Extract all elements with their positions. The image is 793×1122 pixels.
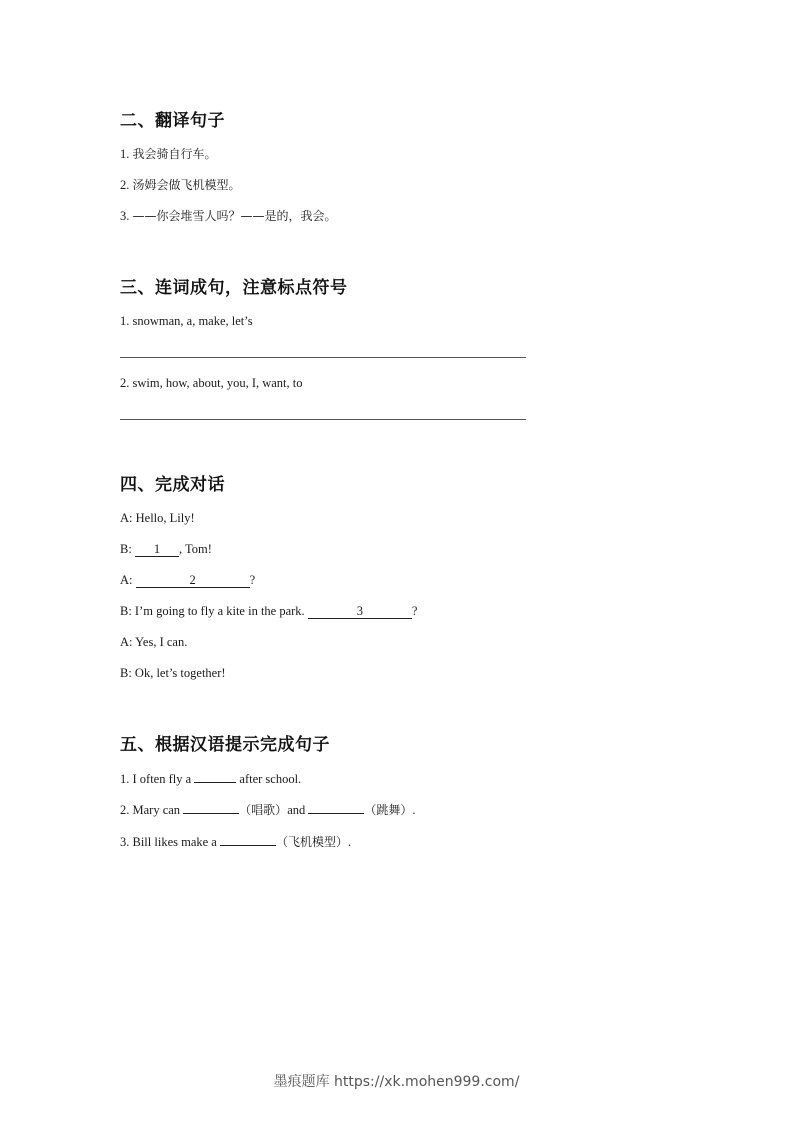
blank-dance[interactable] [308,800,364,814]
line-suffix: , Tom! [178,542,212,556]
section-2-item-3 [120,208,337,224]
dialogue-line-2 [120,541,212,557]
item-suffix: . [412,803,416,817]
item-suffix: after school. [236,772,302,786]
item-number: 2. [120,178,130,192]
section-2-title: 二、翻译句子 [120,111,225,131]
dialogue-line-1: A: Hello, Lily! [120,511,195,525]
hint-dance: （跳舞） [364,803,413,817]
blank-1[interactable]: 1 [135,542,179,557]
blank-3[interactable]: 3 [308,604,412,619]
section-3-item-2: 2. swim, how, about, you, I, want, to [120,376,303,390]
item-text: 汤姆会做飞机模型。 [132,178,241,192]
item-suffix: . [348,835,352,849]
item-mid: and [287,803,309,817]
item-text: ——你会堆雪人吗？——是的，我会。 [132,209,337,223]
answer-line-2[interactable] [120,419,526,420]
dialogue-line-4 [120,603,417,619]
line-suffix: ? [249,573,256,587]
section-2-item-1 [120,146,217,162]
section-5-item-3 [120,832,351,850]
blank-sing[interactable] [183,800,239,814]
section-4-title: 四、完成对话 [120,475,225,495]
speaker-label: A: [120,573,136,587]
hint-model: （飞机模型） [275,835,348,849]
section-3-item-1: 1. snowman, a, make, let’s [120,314,253,328]
item-prefix: 1. I often fly a [120,772,195,786]
line-prefix: B: I’m going to fly a kite in the park. [120,604,308,618]
blank-model[interactable] [220,832,276,846]
dialogue-line-3 [120,572,255,588]
item-prefix: 3. Bill likes make a [120,835,220,849]
blank-fly[interactable] [194,769,236,783]
section-5-title: 五、根据汉语提示完成句子 [120,735,330,755]
dialogue-line-5: A: Yes, I can. [120,635,188,649]
section-5-item-2 [120,800,416,818]
dialogue-line-6: B: Ok, let’s together! [120,666,226,680]
item-prefix: 2. Mary can [120,803,184,817]
item-number: 3. [120,209,130,223]
item-number: 1. [120,147,130,161]
speaker-label: B: [120,542,135,556]
blank-2[interactable]: 2 [136,573,250,588]
section-3-title: 三、连词成句，注意标点符号 [120,278,348,298]
footer-watermark: 墨痕题库 https://xk.mohen999.com/ [273,1074,520,1090]
hint-sing: （唱歌） [239,803,288,817]
item-text: 我会骑自行车。 [132,147,217,161]
section-5-item-1 [120,769,301,787]
answer-line-1[interactable] [120,357,526,358]
line-suffix: ? [411,604,418,618]
section-2-item-2 [120,177,241,193]
